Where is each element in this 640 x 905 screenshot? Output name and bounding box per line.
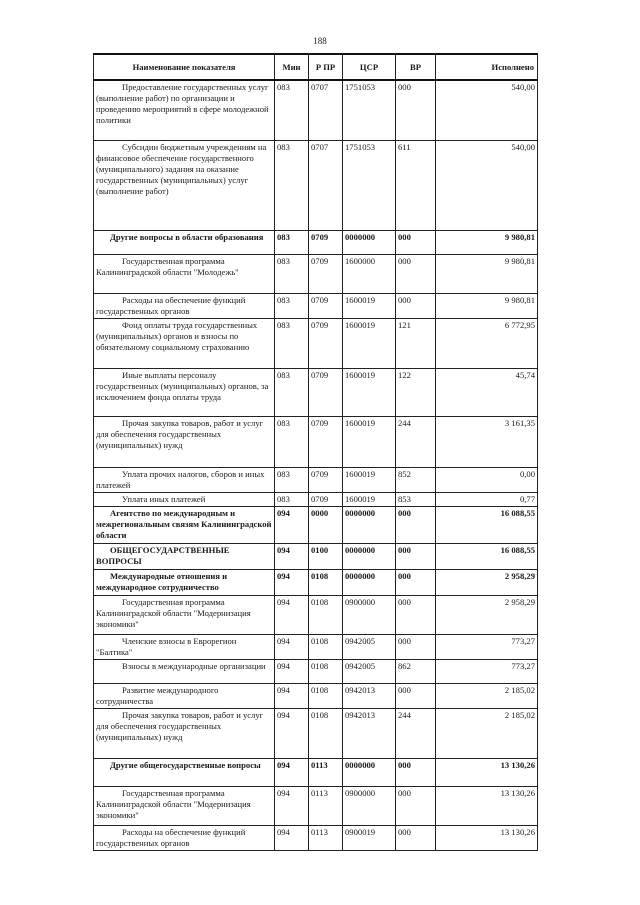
row-min: 094 [275,634,309,659]
row-min: 083 [275,140,309,230]
row-csr: 0942013 [343,708,396,758]
table-row [94,634,538,659]
table-row [94,595,538,634]
table-row [94,416,538,467]
table-row [94,825,538,850]
row-csr: 1600019 [343,293,396,318]
row-name: Расходы на обеспечение функций государственных органов [94,293,275,318]
row-executed: 13 130,26 [436,825,538,850]
row-rpr: 0113 [309,786,343,825]
table-row [94,80,538,140]
row-vr: 000 [396,758,436,786]
row-min: 094 [275,708,309,758]
table-row [94,758,538,786]
table-row [94,467,538,492]
table-row [94,506,538,543]
row-vr: 000 [396,825,436,850]
header-min: Мин [275,54,309,80]
row-name: Государственная программа Калининградской области "Молодежь" [94,254,275,293]
row-executed: 2 958,29 [436,595,538,634]
row-rpr: 0108 [309,708,343,758]
row-csr: 0000000 [343,506,396,543]
row-vr: 000 [396,595,436,634]
budget-table [93,53,538,851]
row-name: Уплата иных платежей [94,492,275,506]
row-executed: 13 130,26 [436,758,538,786]
row-min: 094 [275,758,309,786]
table-row [94,543,538,569]
row-min: 083 [275,492,309,506]
row-executed: 6 772,95 [436,318,538,368]
table-row [94,254,538,293]
row-name: Иные выплаты персоналу государственных (муниципальных) органов, за исключением фонда оплаты труда [94,368,275,416]
row-csr: 1751053 [343,140,396,230]
row-csr: 1600019 [343,492,396,506]
row-min: 083 [275,318,309,368]
table-row [94,140,538,230]
row-min: 083 [275,254,309,293]
row-rpr: 0707 [309,80,343,140]
row-executed: 16 088,55 [436,543,538,569]
row-vr: 000 [396,634,436,659]
row-name: Развитие международного сотрудничества [94,683,275,708]
row-csr: 1600019 [343,467,396,492]
row-csr: 0900019 [343,825,396,850]
row-name: Другие общегосударственные вопросы [94,758,275,786]
row-vr: 000 [396,506,436,543]
row-csr: 0000000 [343,543,396,569]
row-vr: 862 [396,659,436,683]
row-rpr: 0108 [309,595,343,634]
row-vr: 000 [396,569,436,595]
row-name: Государственная программа Калининградской области "Модернизация экономики" [94,595,275,634]
row-vr: 000 [396,543,436,569]
row-executed: 773,27 [436,659,538,683]
row-executed: 2 958,29 [436,569,538,595]
row-rpr: 0709 [309,318,343,368]
row-min: 094 [275,506,309,543]
page-number: 188 [313,36,327,46]
row-min: 094 [275,569,309,595]
row-executed: 45,74 [436,368,538,416]
row-min: 094 [275,683,309,708]
row-name: Другие вопросы в области образования [94,230,275,254]
row-min: 083 [275,368,309,416]
table-row [94,786,538,825]
row-rpr: 0108 [309,569,343,595]
row-executed: 9 980,81 [436,293,538,318]
row-rpr: 0113 [309,825,343,850]
row-vr: 121 [396,318,436,368]
row-csr: 0000000 [343,758,396,786]
row-rpr: 0709 [309,368,343,416]
header-rpr: Р ПР [309,54,343,80]
table-row [94,683,538,708]
row-rpr: 0709 [309,492,343,506]
row-name: Прочая закупка товаров, работ и услуг для обеспечения государственных (муниципальных) нужд [94,708,275,758]
row-executed: 9 980,81 [436,230,538,254]
row-csr: 0000000 [343,569,396,595]
row-rpr: 0108 [309,659,343,683]
row-csr: 1600019 [343,416,396,467]
row-name: Агентство по международным и межрегиональным связям Калининградской области [94,506,275,543]
row-csr: 1600019 [343,368,396,416]
row-name: ОБЩЕГОСУДАРСТВЕННЫЕ ВОПРОСЫ [94,543,275,569]
row-vr: 000 [396,80,436,140]
row-vr: 000 [396,786,436,825]
row-executed: 773,27 [436,634,538,659]
row-vr: 122 [396,368,436,416]
table-row [94,492,538,506]
table-row [94,318,538,368]
row-name: Уплата прочих налогов, сборов и иных платежей [94,467,275,492]
row-csr: 0942013 [343,683,396,708]
row-min: 083 [275,293,309,318]
row-min: 083 [275,416,309,467]
row-executed: 540,00 [436,80,538,140]
table-row [94,708,538,758]
row-csr: 0900000 [343,786,396,825]
row-csr: 0000000 [343,230,396,254]
row-rpr: 0709 [309,230,343,254]
row-min: 083 [275,230,309,254]
row-name: Расходы на обеспечение функций государственных органов [94,825,275,850]
row-name: Членские взносы в Еврорегион "Балтика" [94,634,275,659]
row-vr: 000 [396,683,436,708]
row-executed: 540,00 [436,140,538,230]
row-rpr: 0709 [309,254,343,293]
table-row [94,569,538,595]
header-name: Наименование показателя [94,54,275,80]
row-name: Государственная программа Калининградской области "Модернизация экономики" [94,786,275,825]
row-rpr: 0000 [309,506,343,543]
row-vr: 000 [396,254,436,293]
row-executed: 0,00 [436,467,538,492]
row-name: Международные отношения и международное сотрудничество [94,569,275,595]
row-csr: 1600000 [343,254,396,293]
row-vr: 244 [396,708,436,758]
row-min: 094 [275,543,309,569]
row-csr: 1751053 [343,80,396,140]
row-rpr: 0108 [309,634,343,659]
row-csr: 0942005 [343,634,396,659]
row-min: 083 [275,80,309,140]
table-row [94,293,538,318]
table-row [94,659,538,683]
row-vr: 244 [396,416,436,467]
row-rpr: 0707 [309,140,343,230]
row-min: 094 [275,825,309,850]
row-csr: 0942005 [343,659,396,683]
row-csr: 1600019 [343,318,396,368]
row-rpr: 0709 [309,416,343,467]
header-vr: ВР [396,54,436,80]
row-min: 094 [275,786,309,825]
row-vr: 853 [396,492,436,506]
row-rpr: 0709 [309,293,343,318]
table-header-row [94,54,538,80]
row-name: Взносы в международные организации [94,659,275,683]
row-executed: 2 185,02 [436,683,538,708]
row-rpr: 0709 [309,467,343,492]
row-csr: 0900000 [343,595,396,634]
row-executed: 3 161,35 [436,416,538,467]
row-min: 094 [275,595,309,634]
table-row [94,368,538,416]
row-vr: 611 [396,140,436,230]
header-executed: Исполнено [436,54,538,80]
row-name: Прочая закупка товаров, работ и услуг для обеспечения государственных (муниципальных) нужд [94,416,275,467]
row-executed: 13 130,26 [436,786,538,825]
row-name: Субсидии бюджетным учреждениям на финансовое обеспечение государственного (муниципального) задания на оказание государственных (муниципальных) услуг (выполнение работ) [94,140,275,230]
row-executed: 2 185,02 [436,708,538,758]
row-rpr: 0100 [309,543,343,569]
row-executed: 16 088,55 [436,506,538,543]
row-executed: 0,77 [436,492,538,506]
row-name: Фонд оплаты труда государственных (муниципальных) органов и взносы по обязательному социальному страхованию [94,318,275,368]
row-name: Предоставление государственных услуг (выполнение работ) по организации и проведению мероприятий в сфере молодежной политики [94,80,275,140]
table-row [94,230,538,254]
row-vr: 000 [396,230,436,254]
row-vr: 852 [396,467,436,492]
row-min: 083 [275,467,309,492]
row-executed: 9 980,81 [436,254,538,293]
row-min: 094 [275,659,309,683]
row-vr: 000 [396,293,436,318]
row-rpr: 0113 [309,758,343,786]
header-csr: ЦСР [343,54,396,80]
row-rpr: 0108 [309,683,343,708]
